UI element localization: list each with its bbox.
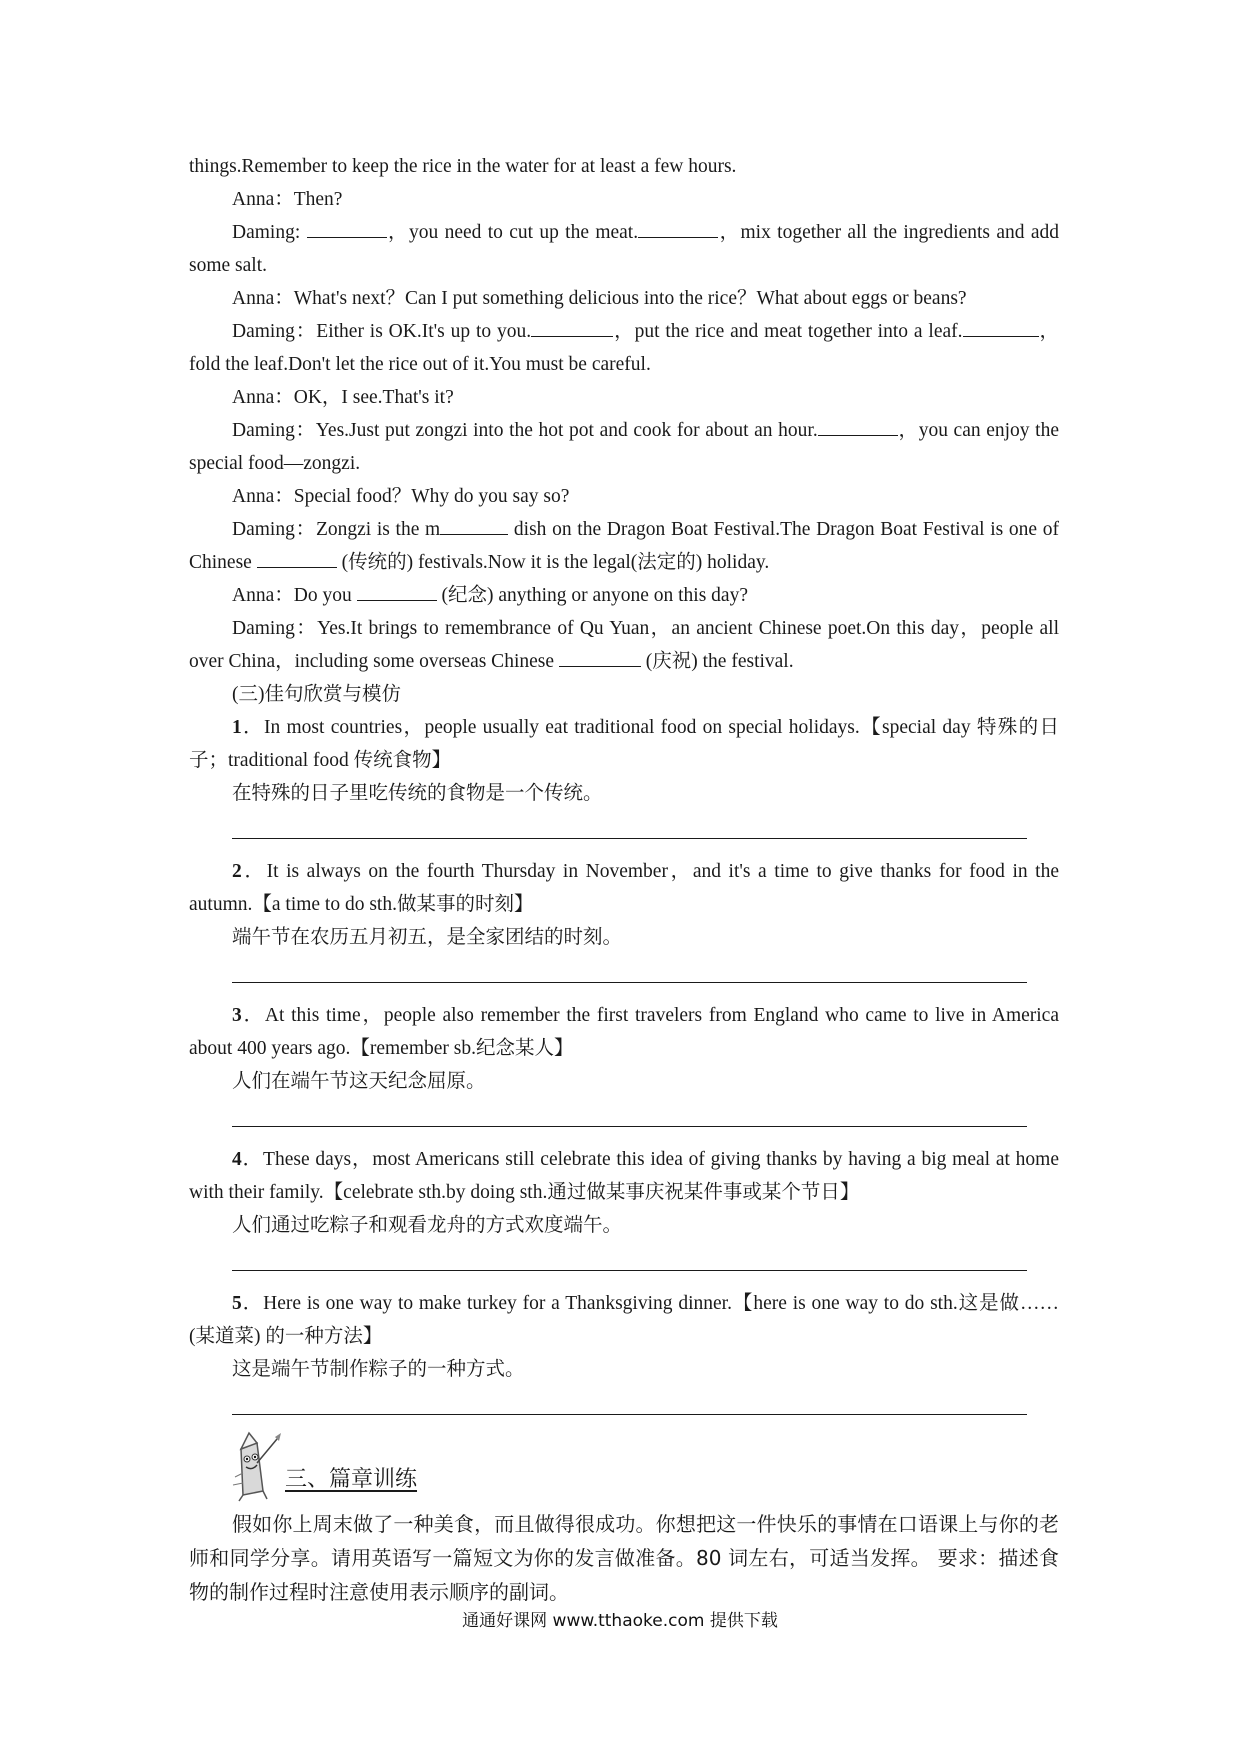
fill-blank[interactable]: [357, 580, 437, 601]
dialogue-line: Anna：OK，I see.That's it?: [232, 387, 454, 408]
item-number: 2: [232, 861, 242, 882]
sentence-item: 2．It is always on the fourth Thursday in November，and it's a time to give thanks for food in the autumn.【a time to do sth.做某事的时刻】 端午节在农历五月初五，是全家团结的时刻。: [189, 855, 1059, 999]
dialogue-line: Daming：Zongzi is the m dish on the Dragon Boat Festival.The Dragon Boat Festival is one of Chinese (传统的) festivals.Now it is the legal(法定的) holiday.: [189, 513, 1059, 579]
item-chinese: 这是端午节制作粽子的一种方式。: [232, 1359, 525, 1380]
fill-blank[interactable]: [963, 316, 1039, 337]
dialogue-line: things.Remember to keep the rice in the water for at least a few hours.: [189, 156, 737, 177]
pencil-mascot-icon: [227, 1429, 283, 1503]
dialogue-line: Daming：Yes.It brings to remembrance of Qu Yuan，an ancient Chinese poet.On this day，people all over China，including some overseas Chinese (庆祝) the festival.: [189, 618, 1059, 672]
dialogue-line: Anna：What's next？Can I put something delicious into the rice？What about eggs or beans?: [232, 288, 967, 309]
sentence-item: 3．At this time，people also remember the first travelers from England who came to live in America about 400 years ago.【remember sb.纪念某人】 人们在端午节这天纪念屈原。: [189, 999, 1059, 1143]
section-three-header: [189, 1433, 1059, 1507]
item-chinese: 在特殊的日子里吃传统的食物是一个传统。: [232, 783, 603, 804]
dialogue-line: Daming: ，you need to cut up the meat. ，mix together all the ingredients and add some salt.: [189, 216, 1059, 282]
dialogue-line: Daming：Yes.Just put zongzi into the hot pot and cook for about an hour. ，you can enjoy the special food—zongzi.: [189, 414, 1059, 480]
item-chinese: 人们在端午节这天纪念屈原。: [232, 1071, 486, 1092]
sentence-item: 5．Here is one way to make turkey for a Thanksgiving dinner.【here is one way to do sth.这是做……(某道菜) 的一种方法】 这是端午节制作粽子的一种方式。: [189, 1287, 1059, 1415]
dialogue-line: Anna：Do you (纪念) anything or anyone on this day?: [189, 579, 1059, 612]
sentence-item: 1．In most countries，people usually eat traditional food on special holidays.【special day 特殊的日子；traditional food 传统食物】 在特殊的日子里吃传统的食物是一个传统。: [189, 711, 1059, 855]
writing-task: 假如你上周末做了一种美食，而且做得很成功。你想把这一件快乐的事情在口语课上与你的老师和同学分享。请用英语写一篇短文为你的发言做准备。80 词左右，可适当发挥。 要求：描述食物的制作过程时注意使用表示顺序的副词。: [189, 1512, 1059, 1604]
page-footer: 通通好课网 www.tthaoke.com 提供下载: [462, 1611, 778, 1631]
fill-blank[interactable]: [307, 217, 387, 238]
section-title: 三、篇章训练: [285, 1467, 418, 1492]
fill-blank[interactable]: [257, 547, 337, 568]
fill-blank[interactable]: [559, 646, 641, 667]
answer-line[interactable]: [232, 1414, 1027, 1415]
item-chinese: 人们通过吃粽子和观看龙舟的方式欢度端午。: [232, 1215, 623, 1236]
item-english: Here is one way to make turkey for a Thanksgiving dinner.【here is one way to do sth.这是做……(某道菜) 的一种方法】: [189, 1293, 1059, 1347]
item-english: At this time，people also remember the first travelers from England who came to live in America about 400 years ago.【remember sb.纪念某人】: [189, 1005, 1059, 1059]
dialogue-line: Anna：Then?: [232, 189, 343, 210]
item-chinese: 端午节在农历五月初五，是全家团结的时刻。: [232, 927, 623, 948]
fill-blank[interactable]: [638, 217, 718, 238]
item-english: In most countries，people usually eat traditional food on special holidays.【special day 特殊的日子；traditional food 传统食物】: [189, 717, 1059, 771]
sentence-item: 4．These days，most Americans still celebrate this idea of giving thanks by having a big meal at home with their family.【celebrate sth.by doing sth.通过做某事庆祝某件事或某个节日】 人们通过吃粽子和观看龙舟的方式欢度端午。: [189, 1143, 1059, 1287]
document-page: [189, 150, 1059, 1609]
item-english: These days，most Americans still celebrate this idea of giving thanks by having a big meal at home with their family.【celebrate sth.by doing sth.通过做某事庆祝某件事或某个节日】: [189, 1149, 1059, 1203]
dialogue-line: Daming：Either is OK.It's up to you. ，put the rice and meat together into a leaf. ，fold the leaf.Don't let the rice out of it.You must be careful.: [189, 315, 1059, 381]
item-english: It is always on the fourth Thursday in November，and it's a time to give thanks for food in the autumn.【a time to do sth.做某事的时刻】: [189, 861, 1059, 915]
item-number: 4: [232, 1149, 242, 1170]
item-number: 3: [232, 1005, 242, 1026]
item-number: 5: [232, 1293, 242, 1314]
section-heading: (三)佳句欣赏与模仿: [232, 684, 401, 705]
fill-blank[interactable]: [440, 514, 508, 535]
fill-blank[interactable]: [531, 316, 613, 337]
item-number: 1: [232, 717, 242, 738]
dialogue-line: Anna：Special food？Why do you say so?: [232, 486, 570, 507]
fill-blank[interactable]: [818, 415, 898, 436]
